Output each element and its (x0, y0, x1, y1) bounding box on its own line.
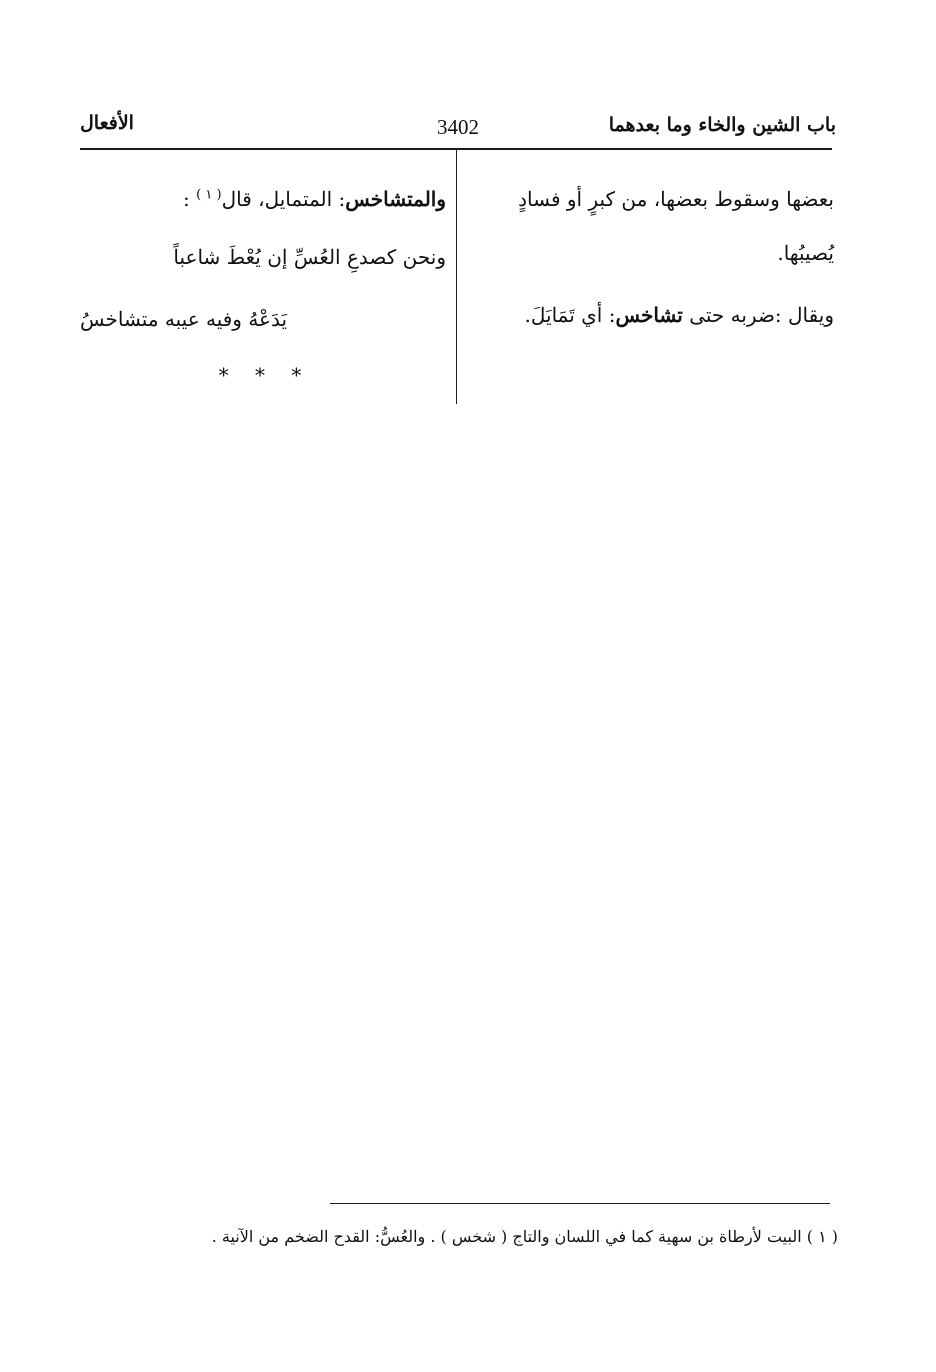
running-header-book-title: الأفعال (80, 112, 134, 134)
verse-hemistich-1: ونحن كصدعِ العُسِّ إن يُعْطَ شاعباً (173, 245, 446, 269)
intro-definition: : المتمايل، قال (221, 187, 346, 211)
right-paragraph-2-suffix: : أي تَمَايَلَ. (524, 303, 616, 327)
page-number: 3402 (437, 115, 479, 139)
footnote-reference: ( ١ ) (196, 187, 222, 203)
left-column (80, 172, 446, 346)
running-header-section-title: باب الشين والخاء وما بعدهما (608, 114, 836, 136)
right-paragraph-1: بعضها وسقوط بعضها، من كبرٍ أو فسادٍ يُصيبُها. (518, 187, 834, 265)
column-divider (456, 150, 457, 404)
intro-colon: : (183, 187, 197, 211)
right-paragraph-2-prefix: ويقال :ضربه حتى (682, 303, 834, 327)
section-divider-asterisks: * * * (218, 363, 312, 387)
right-column (468, 172, 834, 342)
right-paragraph-2 (468, 288, 834, 342)
headword-mutashakhis: والمتشاخس (345, 187, 446, 211)
verse-hemistich-2: يَدَعْهُ وفيه عيبه متشاخسُ (80, 307, 288, 331)
footnote-text: ( ١ ) البيت لأرطاة بن سهية كما في اللسان والتاج ( شخس ) . والعُسُّ: القدح الضخم من الآنية . (211, 1227, 838, 1246)
headword-tashakhas: تشاخس (615, 303, 683, 327)
left-intro-line (80, 172, 446, 226)
footnote-rule (330, 1203, 830, 1204)
